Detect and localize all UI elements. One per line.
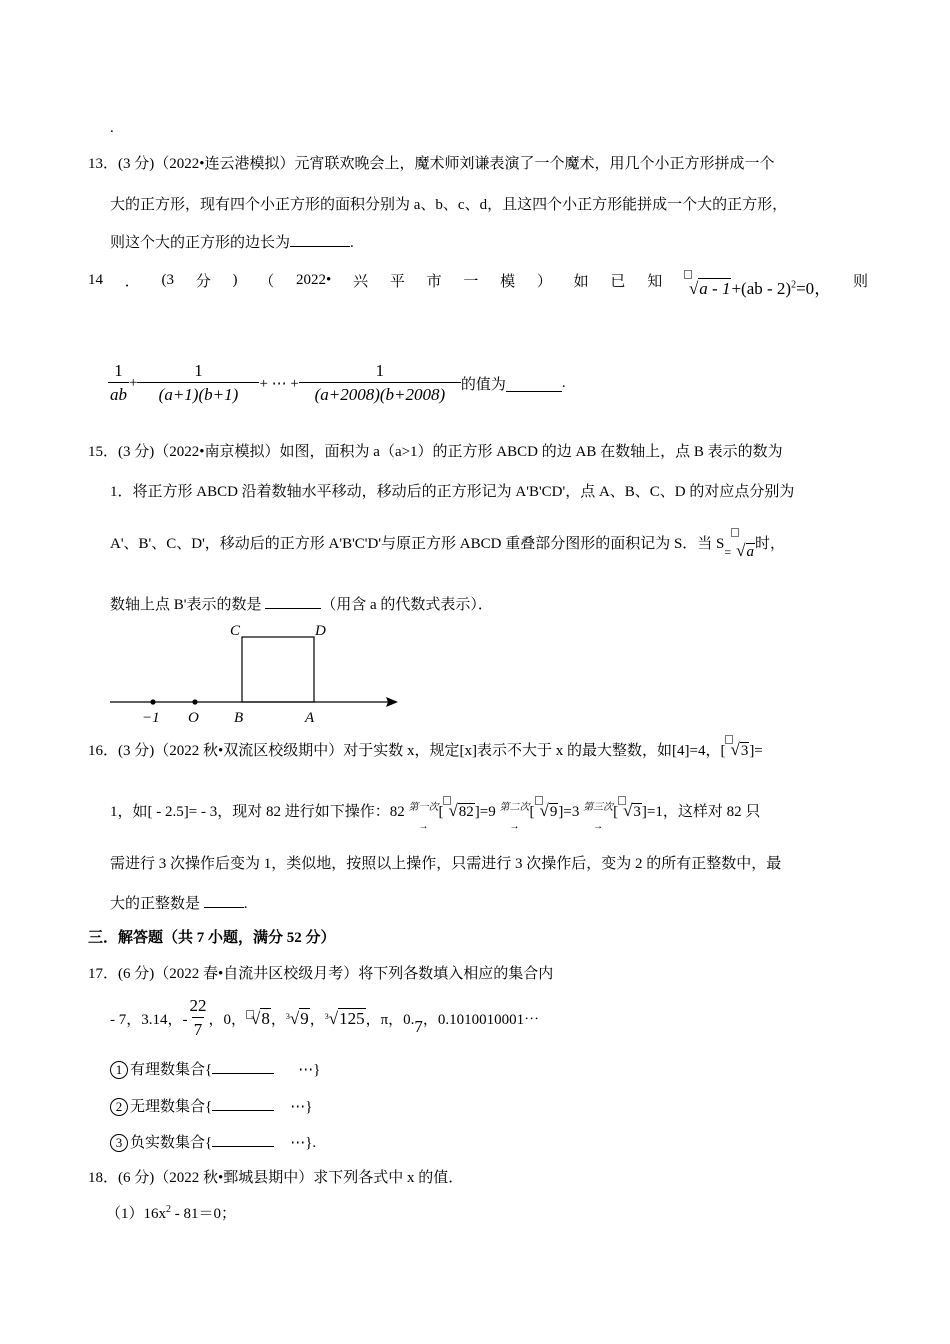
- label-o: O: [188, 710, 199, 726]
- question-number: 15．: [88, 444, 119, 460]
- operation-arrow-2: 第二次 →: [499, 802, 530, 832]
- point-origin: [192, 699, 197, 704]
- answer-blank[interactable]: [212, 1058, 274, 1074]
- question-13-line-1: [88, 152, 775, 173]
- question-number: 17．: [88, 966, 119, 982]
- question-18-line-1: 18．(6 分)（2022 秋•鄄城县期中）求下列各式中 x 的值．: [88, 1170, 464, 1186]
- question-17-numbers: - 7，3.14，- $\frac{22}{7}$ ，0， √8 ， 3 √9 ， 3 √125 ，π，0. 7 ，0.1010010001⋯: [110, 995, 539, 1042]
- square-abcd: [242, 637, 314, 702]
- label-d: D: [315, 623, 326, 639]
- number-line-figure: [100, 615, 420, 735]
- question-number: 16．: [88, 743, 119, 759]
- question-13-line-3: 则这个大的正方形的边长为 .: [110, 231, 354, 252]
- answer-blank[interactable]: [212, 1131, 274, 1147]
- circled-number-3: 3: [110, 1134, 128, 1152]
- label-b: B: [234, 710, 244, 726]
- circled-number-1: 1: [110, 1061, 128, 1079]
- question-16-line-3: 需进行 3 次操作后变为 1，类似地，按照以上操作，只需进行 3 次操作后，变为 2 的所有正整数中，最: [110, 856, 782, 872]
- operation-arrow-1: 第一次 →: [408, 802, 439, 832]
- set-irrational: 2 无理数集合{ ⋯}: [110, 1095, 312, 1116]
- answer-blank[interactable]: [265, 593, 321, 609]
- question-number: 14: [88, 272, 103, 288]
- operation-arrow-3: 第三次 →: [583, 802, 614, 832]
- question-points: (6 分): [118, 966, 155, 982]
- point-neg1: [150, 699, 155, 704]
- fraction-term-2: $\frac{1}{(a+1)(b+1)}$: [137, 360, 259, 407]
- question-14-line-1: 14 ． (3 分 ) （ 2022• 兴 平 市 一 模 ） 如 已 知 √a - 1+(ab - 2)$^2$=0， 则: [88, 272, 868, 298]
- question-14-line-2: $\frac{1}{ab}$ + $\frac{1}{(a+1)(b+1)}$ + ⋯ + $\frac{1}{(a+2008)(b+2008)}$ 的值为 .: [108, 360, 566, 407]
- question-points: (6 分): [118, 1170, 155, 1186]
- question-13-line-2: 大的正方形，现有四个小正方形的面积分别为 a、b、c、d，且这四个小正方形能拼成一个大的正方形，: [110, 197, 788, 213]
- stray-dot: .: [110, 120, 114, 136]
- question-text: 元宵联欢晚会上，魔术师刘谦表演了一个魔术，用几个小正方形拼成一个: [294, 156, 775, 172]
- section-heading: 三．解答题（共 7 小题，满分 52 分）: [88, 930, 336, 946]
- question-15-line-1: 15．(3 分)（2022•南京模拟）如图，面积为 a（a>1）的正方形 ABCD 的边 AB 在数轴上，点 B 表示的数为: [88, 444, 783, 460]
- question-16-line-2: 1，如[ - 2.5]= - 3，现对 82 进行如下操作：82 第一次 → [ √82]=9 第二次 → [ √9]=3 第三次 → [ √3]=1，这样对 82 只: [110, 800, 760, 827]
- set-negative-real: 3 负实数集合{ ⋯}.: [110, 1131, 316, 1152]
- fraction-1-over-ab: $\frac{1}{ab}$: [108, 360, 129, 407]
- question-source: （2022 春•自流井区校级月考）: [154, 966, 359, 982]
- equation: √a - 1+(ab - 2)$^2$=0，: [684, 274, 831, 299]
- answer-blank[interactable]: [290, 231, 350, 247]
- arrow-right-icon: →: [509, 821, 520, 832]
- question-source: （2022 秋•双流区校级期中）: [154, 743, 344, 759]
- question-points: (3 分): [118, 156, 155, 172]
- answer-blank[interactable]: [212, 1095, 274, 1111]
- question-17-line-1: 17．(6 分)（2022 春•自流井区校级月考）将下列各数填入相应的集合内: [88, 966, 554, 982]
- fraction-22-over-7: $\frac{22}{7}$: [188, 995, 209, 1042]
- fraction-term-2008: $\frac{1}{(a+2008)(b+2008)}$: [299, 360, 461, 407]
- answer-blank[interactable]: [506, 376, 562, 392]
- question-15-line-4: 数轴上点 B'表示的数是 （用含 a 的代数式表示）．: [110, 593, 493, 614]
- placeholder-box-icon: [684, 270, 692, 279]
- label-a: A: [305, 710, 315, 726]
- placeholder-box-icon: [731, 528, 739, 537]
- set-rational: 1 有理数集合{ ⋯}: [110, 1058, 320, 1079]
- label-neg1: −1: [142, 710, 160, 726]
- arrow-right-icon: →: [418, 821, 429, 832]
- question-points: (3 分): [118, 743, 155, 759]
- question-number: 18．: [88, 1170, 119, 1186]
- arrow-right-icon: →: [593, 821, 604, 832]
- question-15-line-2: 1．将正方形 ABCD 沿着数轴水平移动，移动后的正方形记为 A'B'CD'，点 A、B、C、D 的对应点分别为: [110, 484, 795, 500]
- question-source: （2022•南京模拟）: [154, 444, 280, 460]
- circled-number-2: 2: [110, 1098, 128, 1116]
- question-source: （2022•连云港模拟）: [154, 156, 295, 172]
- question-15-line-3: A'、B'、C、D'，移动后的正方形 A'B'C'D'与原正方形 ABCD 重叠部分图形的面积记为 S．当 $S_=$ √a时，: [110, 532, 785, 553]
- question-16-line-1: 16．(3 分)（2022 秋•双流区校级期中）对于实数 x，规定[x]表示不大于 x 的最大整数，如[4]=4，[ √3]=: [88, 739, 763, 760]
- question-16-line-4: 大的正整数是 .: [110, 892, 248, 913]
- question-18-part-1: $(1)16x^2 - 81=0$；: [106, 1204, 237, 1222]
- question-points: (3 分): [118, 444, 155, 460]
- answer-blank[interactable]: [204, 892, 244, 908]
- label-c: C: [230, 623, 241, 639]
- repeating-digit: 7: [414, 1016, 423, 1036]
- question-number: 13．: [88, 156, 119, 172]
- question-source: （2022 秋•鄄城县期中）: [154, 1170, 314, 1186]
